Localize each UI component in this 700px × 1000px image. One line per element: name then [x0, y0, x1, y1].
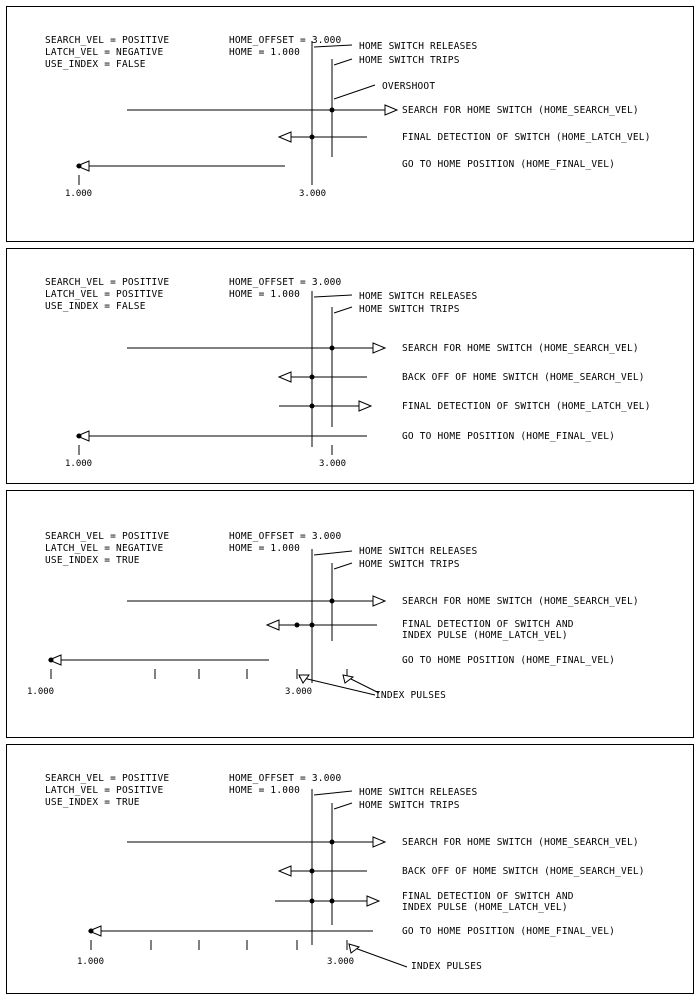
callout-index-pulses: INDEX PULSES	[411, 961, 483, 972]
param-home-offset: HOME_OFFSET = 3.000	[229, 35, 342, 46]
move-final-detection-line2: INDEX PULSE (HOME_LATCH_VEL)	[402, 902, 568, 913]
param-latch-vel: LATCH_VEL = NEGATIVE	[45, 47, 164, 58]
move-back-off: BACK OFF OF HOME SWITCH (HOME_SEARCH_VEL)	[402, 866, 645, 877]
callout-home-switch-releases: HOME SWITCH RELEASES	[359, 291, 478, 302]
move-final-detection: FINAL DETECTION OF SWITCH (HOME_LATCH_VEL)	[402, 401, 651, 412]
param-search-vel: SEARCH_VEL = POSITIVE	[45, 773, 170, 784]
move-go-home: GO TO HOME POSITION (HOME_FINAL_VEL)	[402, 431, 616, 442]
param-home: HOME = 1.000	[229, 785, 301, 796]
move-search-home-switch: SEARCH FOR HOME SWITCH (HOME_SEARCH_VEL)	[402, 596, 639, 607]
param-home-offset: HOME_OFFSET = 3.000	[229, 531, 342, 542]
callout-overshoot: OVERSHOOT	[382, 81, 436, 92]
move-final-detection-line1: FINAL DETECTION OF SWITCH AND	[402, 891, 574, 902]
param-home: HOME = 1.000	[229, 543, 301, 554]
param-use-index: USE_INDEX = FALSE	[45, 301, 146, 312]
param-search-vel: SEARCH_VEL = POSITIVE	[45, 277, 170, 288]
axis-label-start: 1.000	[65, 189, 93, 199]
callout-home-switch-releases: HOME SWITCH RELEASES	[359, 787, 478, 798]
panel-2-graphics	[7, 249, 695, 485]
move-final-detection-line1: FINAL DETECTION OF SWITCH AND	[402, 619, 574, 630]
move-search-home-switch: SEARCH FOR HOME SWITCH (HOME_SEARCH_VEL)	[402, 343, 639, 354]
param-use-index: USE_INDEX = TRUE	[45, 555, 140, 566]
move-go-home: GO TO HOME POSITION (HOME_FINAL_VEL)	[402, 655, 616, 666]
param-home-offset: HOME_OFFSET = 3.000	[229, 773, 342, 784]
panel-1	[6, 6, 694, 242]
panel-3-graphics	[7, 491, 695, 739]
axis-label-offset: 3.000	[319, 459, 347, 469]
param-home: HOME = 1.000	[229, 47, 301, 58]
param-latch-vel: LATCH_VEL = POSITIVE	[45, 289, 164, 300]
panel-1-graphics	[7, 7, 695, 243]
param-home: HOME = 1.000	[229, 289, 301, 300]
param-home-offset: HOME_OFFSET = 3.000	[229, 277, 342, 288]
param-use-index: USE_INDEX = TRUE	[45, 797, 140, 808]
move-go-home: GO TO HOME POSITION (HOME_FINAL_VEL)	[402, 926, 616, 937]
move-final-detection: FINAL DETECTION OF SWITCH (HOME_LATCH_VEL)	[402, 132, 651, 143]
axis-label-offset: 3.000	[327, 957, 355, 967]
callout-home-switch-releases: HOME SWITCH RELEASES	[359, 546, 478, 557]
axis-label-start: 1.000	[77, 957, 105, 967]
param-latch-vel: LATCH_VEL = POSITIVE	[45, 785, 164, 796]
param-latch-vel: LATCH_VEL = NEGATIVE	[45, 543, 164, 554]
callout-home-switch-releases: HOME SWITCH RELEASES	[359, 41, 478, 52]
callout-home-switch-trips: HOME SWITCH TRIPS	[359, 559, 460, 570]
callout-home-switch-trips: HOME SWITCH TRIPS	[359, 304, 460, 315]
axis-label-offset: 3.000	[299, 189, 327, 199]
panel-2	[6, 248, 694, 484]
move-back-off: BACK OFF OF HOME SWITCH (HOME_SEARCH_VEL)	[402, 372, 645, 383]
callout-home-switch-trips: HOME SWITCH TRIPS	[359, 800, 460, 811]
callout-home-switch-trips: HOME SWITCH TRIPS	[359, 55, 460, 66]
panel-3	[6, 490, 694, 738]
param-search-vel: SEARCH_VEL = POSITIVE	[45, 35, 170, 46]
axis-label-start: 1.000	[27, 687, 55, 697]
move-final-detection-line2: INDEX PULSE (HOME_LATCH_VEL)	[402, 630, 568, 641]
move-search-home-switch: SEARCH FOR HOME SWITCH (HOME_SEARCH_VEL)	[402, 105, 639, 116]
callout-index-pulses: INDEX PULSES	[375, 690, 447, 701]
move-search-home-switch: SEARCH FOR HOME SWITCH (HOME_SEARCH_VEL)	[402, 837, 639, 848]
axis-label-offset: 3.000	[285, 687, 313, 697]
axis-label-start: 1.000	[65, 459, 93, 469]
panel-4	[6, 744, 694, 994]
param-use-index: USE_INDEX = FALSE	[45, 59, 146, 70]
move-go-home: GO TO HOME POSITION (HOME_FINAL_VEL)	[402, 159, 616, 170]
param-search-vel: SEARCH_VEL = POSITIVE	[45, 531, 170, 542]
